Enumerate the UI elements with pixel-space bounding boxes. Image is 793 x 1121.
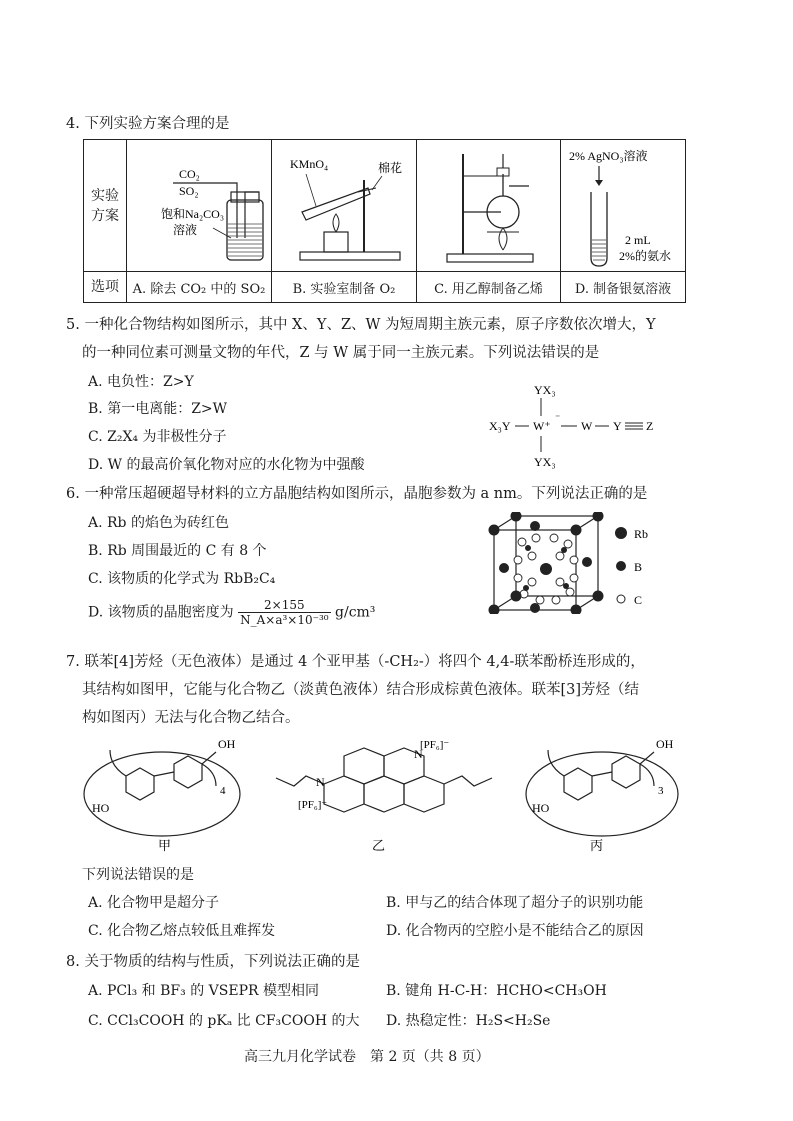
q5-option-b: B. 第一电离能：Z>W xyxy=(88,401,228,417)
q4-option-a: A. 除去 CO₂ 中的 SO₂ xyxy=(127,272,272,303)
svg-text:C: C xyxy=(634,593,643,607)
q8-option-c: C. CCl₃COOH 的 pKₐ 比 CF₃COOH 的大 xyxy=(88,1013,360,1029)
gas-wash-bottle-diagram xyxy=(127,140,272,271)
q5-stem-line2: 的一种同位素可测量文物的年代，Z 与 W 属于同一主族元素。下列说法错误的是 xyxy=(82,345,600,361)
svg-text:Y: Y xyxy=(613,419,622,433)
svg-text:N: N xyxy=(316,775,325,789)
density-fraction: $\frac{2\times 155}{\text{N\_A×a³×10⁻³⁰}}$ xyxy=(240,598,329,627)
q7-question: 下列说法错误的是 xyxy=(82,867,194,883)
label-bing: 丙 xyxy=(590,839,604,854)
structure-jia xyxy=(84,750,240,836)
q4-option-c: C. 用乙醇制备乙烯 xyxy=(417,272,561,303)
svg-text:W⁺: W⁺ xyxy=(533,419,551,433)
svg-text:3: 3 xyxy=(658,785,664,797)
q4-cell-a xyxy=(127,140,272,272)
q5-structure-diagram xyxy=(485,380,665,472)
svg-text:YX₃: YX₃ xyxy=(534,383,556,397)
q7-structures-diagram xyxy=(80,728,720,856)
q4-cell-b xyxy=(272,140,417,272)
q7-option-b: B. 甲与乙的结合体现了超分子的识别功能 xyxy=(386,895,644,911)
q7-stem-line2: 其结构如图甲，它能与化合物乙（淡黄色液体）结合形成棕黄色液体。联苯[3]芳烃（结 xyxy=(82,682,640,698)
svg-text:KMnO₄: KMnO₄ xyxy=(290,157,329,171)
q4-option-b: B. 实验室制备 O₂ xyxy=(272,272,417,303)
q7-stem-line3: 构如图丙）无法与化合物乙结合。 xyxy=(82,710,300,726)
q4-cell-c xyxy=(417,140,561,272)
svg-text:Z: Z xyxy=(646,419,654,433)
svg-text:⁻: ⁻ xyxy=(555,413,561,424)
q6-option-b: B. Rb 周围最近的 C 有 8 个 xyxy=(88,543,267,559)
svg-text:X₃Y: X₃Y xyxy=(489,419,511,433)
svg-text:2 mL: 2 mL xyxy=(625,233,651,247)
q6-option-d: D. 该物质的晶胞密度为 $\frac{2\times 155}{\text{N\_A×a³×10⁻³⁰}}$ g/cm³ xyxy=(88,598,376,627)
kmno4-heating-diagram xyxy=(272,140,417,271)
q6-stem: 6. 一种常压超硬超导材料的立方晶胞结构如图所示，晶胞参数为 a nm。下列说法正确的是 xyxy=(66,486,648,502)
svg-text:YX₃: YX₃ xyxy=(534,455,556,469)
q7-option-d: D. 化合物丙的空腔小是不能结合乙的原因 xyxy=(386,923,644,939)
svg-text:棉花: 棉花 xyxy=(378,161,403,175)
svg-text:4: 4 xyxy=(220,785,226,797)
q4-stem: 4. 下列实验方案合理的是 xyxy=(66,116,230,132)
svg-text:HO: HO xyxy=(532,801,550,815)
q4-row-label-scheme: 实验 方案 xyxy=(84,140,127,272)
svg-text:Rb: Rb xyxy=(634,527,649,541)
ethanol-ethylene-diagram xyxy=(417,140,561,271)
q7-stem-line1: 7. 联苯[4]芳烃（无色液体）是通过 4 个亚甲基（-CH₂-）将四个 4,4-联苯酚桥连形成的， xyxy=(66,654,645,670)
structure-bing xyxy=(526,750,678,836)
q8-option-a: A. PCl₃ 和 BF₃ 的 VSEPR 模型相同 xyxy=(88,983,319,999)
q4-row-label-option: 选项 xyxy=(84,272,127,303)
svg-text:OH: OH xyxy=(218,737,236,751)
q6-crystal-cell-diagram xyxy=(482,512,662,614)
svg-text:[PF₆]⁻: [PF₆]⁻ xyxy=(420,739,450,751)
svg-text:CO₂: CO₂ xyxy=(179,167,200,181)
q7-option-c: C. 化合物乙熔点较低且难挥发 xyxy=(88,923,276,939)
q6-option-a: A. Rb 的焰色为砖红色 xyxy=(88,515,229,531)
q8-option-b: B. 键角 H-C-H：HCHO<CH₃OH xyxy=(386,983,607,999)
q8-option-d: D. 热稳定性：H₂S<H₂Se xyxy=(386,1013,551,1029)
q6-option-c: C. 该物质的化学式为 RbB₂C₄ xyxy=(88,571,276,587)
svg-text:2%的氨水: 2%的氨水 xyxy=(619,249,671,263)
q4-cell-d xyxy=(561,140,686,272)
svg-text:溶液: 溶液 xyxy=(173,223,198,237)
svg-text:[PF₆]⁻: [PF₆]⁻ xyxy=(298,799,328,811)
svg-text:N: N xyxy=(414,747,423,761)
svg-text:B: B xyxy=(634,560,643,574)
q4-option-d: D. 制备银氨溶液 xyxy=(561,272,686,303)
svg-text:2% AgNO₃溶液: 2% AgNO₃溶液 xyxy=(569,149,648,163)
svg-text:SO₂: SO₂ xyxy=(179,184,199,198)
label-jia: 甲 xyxy=(158,839,172,854)
silver-ammonia-diagram xyxy=(561,140,686,271)
q8-stem: 8. 关于物质的结构与性质，下列说法正确的是 xyxy=(66,954,360,970)
q7-option-a: A. 化合物甲是超分子 xyxy=(88,895,220,911)
q5-stem-line1: 5. 一种化合物结构如图所示，其中 X、Y、Z、W 为短周期主族元素，原子序数依次增大，Y xyxy=(66,317,656,333)
svg-text:饱和Na₂CO₃: 饱和Na₂CO₃ xyxy=(161,207,225,221)
svg-text:OH: OH xyxy=(656,737,674,751)
page-footer: 高三九月化学试卷 第 2 页（共 8 页） xyxy=(244,1049,490,1065)
svg-text:W: W xyxy=(581,419,593,433)
q5-option-a: A. 电负性：Z>Y xyxy=(88,374,194,390)
q4-table xyxy=(83,139,686,303)
q5-option-c: C. Z₂X₄ 为非极性分子 xyxy=(88,429,227,445)
q5-option-d: D. W 的最高价氧化物对应的水化物为中强酸 xyxy=(88,457,365,473)
svg-text:HO: HO xyxy=(92,801,110,815)
label-yi: 乙 xyxy=(372,839,386,854)
